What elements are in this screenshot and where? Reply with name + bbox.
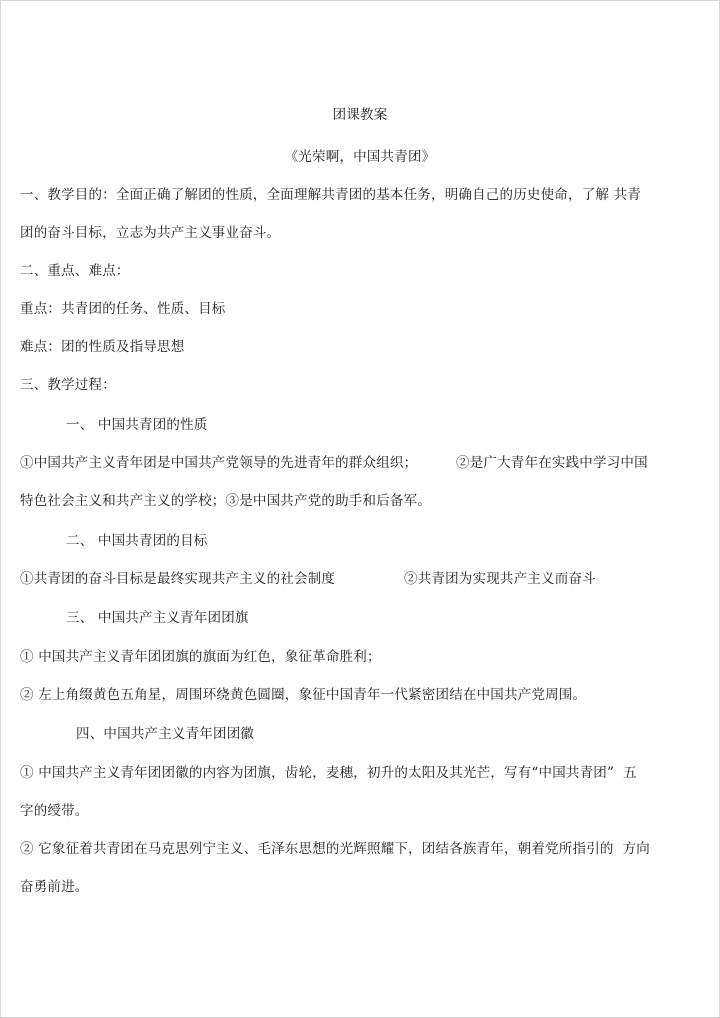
document-title: 团课教案 [332,107,388,123]
key-points-heading: 二、重点、难点： [20,263,130,279]
objective-line-2: 团的奋斗目标，立志为共产主义事业奋斗。 [20,225,281,241]
section-4-item-1-line-2: 字的绶带。 [20,803,89,819]
section-2-heading: 二、 中国共青团的目标 [66,533,208,549]
section-1-line-2: 特色社会主义和共产主义的学校；③是中国共产党的助手和后备军。 [20,493,431,509]
key-points: 重点：共青团的任务、性质、目标 [20,301,226,317]
section-4-item-2-line-1: ② 它象征着共青团在马克思列宁主义、毛泽东思想的光辉照耀下，团结各族青年，朝着党所指引的 方向 [20,841,650,857]
section-4-item-1-line-1: ① 中国共产主义青年团团徽的内容为团旗，齿轮，麦穗，初升的太阳及其光芒，写有“中国共青团” 五 [20,765,637,781]
section-2-line-1b: ②共青团为实现共产主义而奋斗 [404,571,596,587]
section-1-line-1b: ②是广大青年在实践中学习中国 [456,455,648,471]
objective-line-1: 一、教学目的：全面正确了解团的性质，全面理解共青团的基本任务，明确自己的历史使命，了解 共青 [20,187,641,203]
difficult-points: 难点：团的性质及指导思想 [20,339,185,355]
document-subtitle: 《光荣啊，中国共青团》 [284,149,436,165]
section-1-heading: 一、 中国共青团的性质 [66,417,208,433]
section-3-heading: 三、 中国共产主义青年团团旗 [66,610,249,626]
process-heading: 三、教学过程： [20,377,116,393]
section-4-heading: 四、中国共产主义青年团团徽 [76,726,255,742]
section-3-item-1: ① 中国共产主义青年团团旗的旗面为红色，象征革命胜利； [20,649,381,665]
section-2-line-1a: ①共青团的奋斗目标是最终实现共产主义的社会制度 [20,571,336,587]
section-3-item-2: ② 左上角缀黄色五角星，周围环绕黄色圆圈，象征中国青年一代紧密团结在中国共产党周围。 [20,687,587,703]
section-1-line-1a: ①中国共产主义青年团是中国共产党领导的先进青年的群众组织； [20,455,418,471]
section-4-item-2-line-2: 奋勇前进。 [20,879,89,895]
